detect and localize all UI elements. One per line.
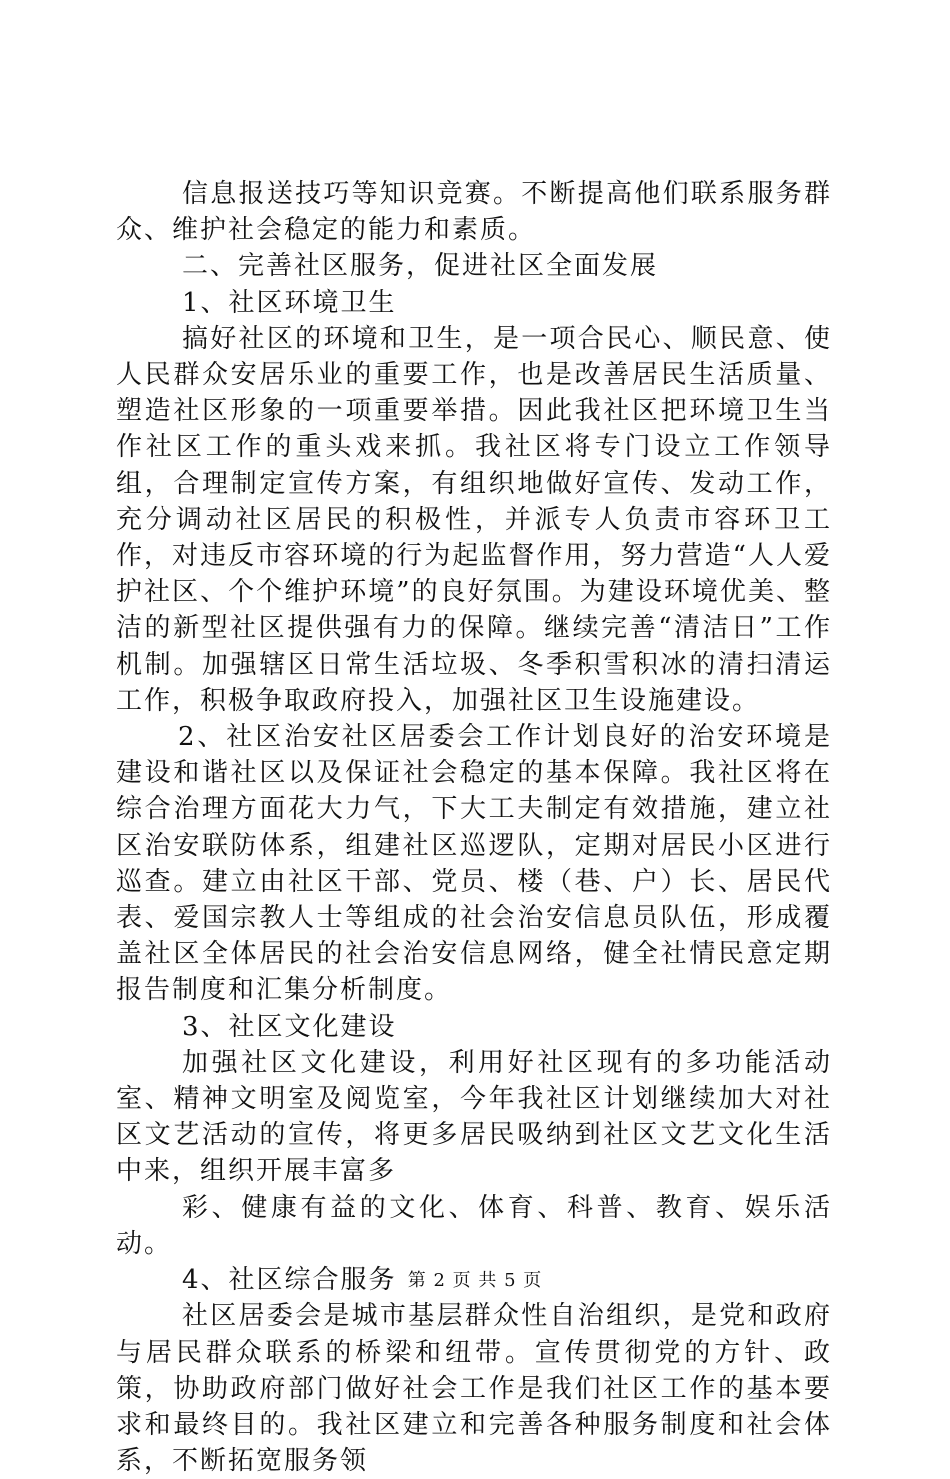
paragraph: 社区居委会是城市基层群众性自治组织，是党和政府与居民群众联系的桥梁和纽带。宣传贯彻党的方针、政策，协助政府部门做好社会工作是我们社区工作的基本要求和最终目的。我社区建立和完善各种服务制度和社会体系，不断拓宽服务领 [116, 1301, 832, 1477]
paragraph: 信息报送技巧等知识竞赛。不断提高他们联系服务群众、维护社会稳定的能力和素质。 [116, 179, 832, 246]
paragraph: 搞好社区的环境和卫生，是一项合民心、顺民意、使人民群众安居乐业的重要工作，也是改善居民生活质量、塑造社区形象的一项重要举措。因此我社区把环境卫生当作社区工作的重头戏来抓。我社区将专门设立工作领导组，合理制定宣传方案，有组织地做好宣传、发动工作，充分调动社区居民的积极性，并派专人负责市容环卫工作，对违反市容环境的行为起监督作用，努力营造“人人爱护社区、个个维护环境”的良好氛围。为建设环境优美、整洁的新型社区提供强有力的保障。继续完善“清洁日”工作机制。加强辖区日常生活垃圾、冬季积雪积冰的清扫清运工作，积极争取政府投入，加强社区卫生设施建设。 [116, 323, 832, 716]
page-footer: 第 2 页 共 5 页 [407, 1270, 543, 1291]
section-heading: 二、完善社区服务，促进社区全面发展 [182, 251, 659, 282]
subsection-heading: 1、社区环境卫生 [182, 287, 397, 318]
paragraph: 彩、健康有益的文化、体育、科普、教育、娱乐活动。 [116, 1192, 832, 1259]
subsection-heading: 4、社区综合服务 [182, 1265, 397, 1296]
paragraph: 加强社区文化建设，利用好社区现有的多功能活动室、精神文明室及阅览室，今年我社区计划继续加大对社区文艺活动的宣传，将更多居民吸纳到社区文艺文化生活中来，组织开展丰富多 [116, 1047, 832, 1187]
paragraph: 2、社区治安社区居委会工作计划良好的治安环境是建设和谐社区以及保证社会稳定的基本保障。我社区将在综合治理方面花大力气，下大工夫制定有效措施，建立社区治安联防体系，组建社区巡逻队，定期对居民小区进行巡查。建立由社区干部、党员、楼（巷、户）长、居民代表、爱国宗教人士等组成的社会治安信息员队伍，形成覆盖社区全体居民的社会治安信息网络，健全社情民意定期报告制度和汇集分析制度。 [116, 722, 832, 1006]
subsection-heading: 3、社区文化建设 [182, 1011, 397, 1042]
